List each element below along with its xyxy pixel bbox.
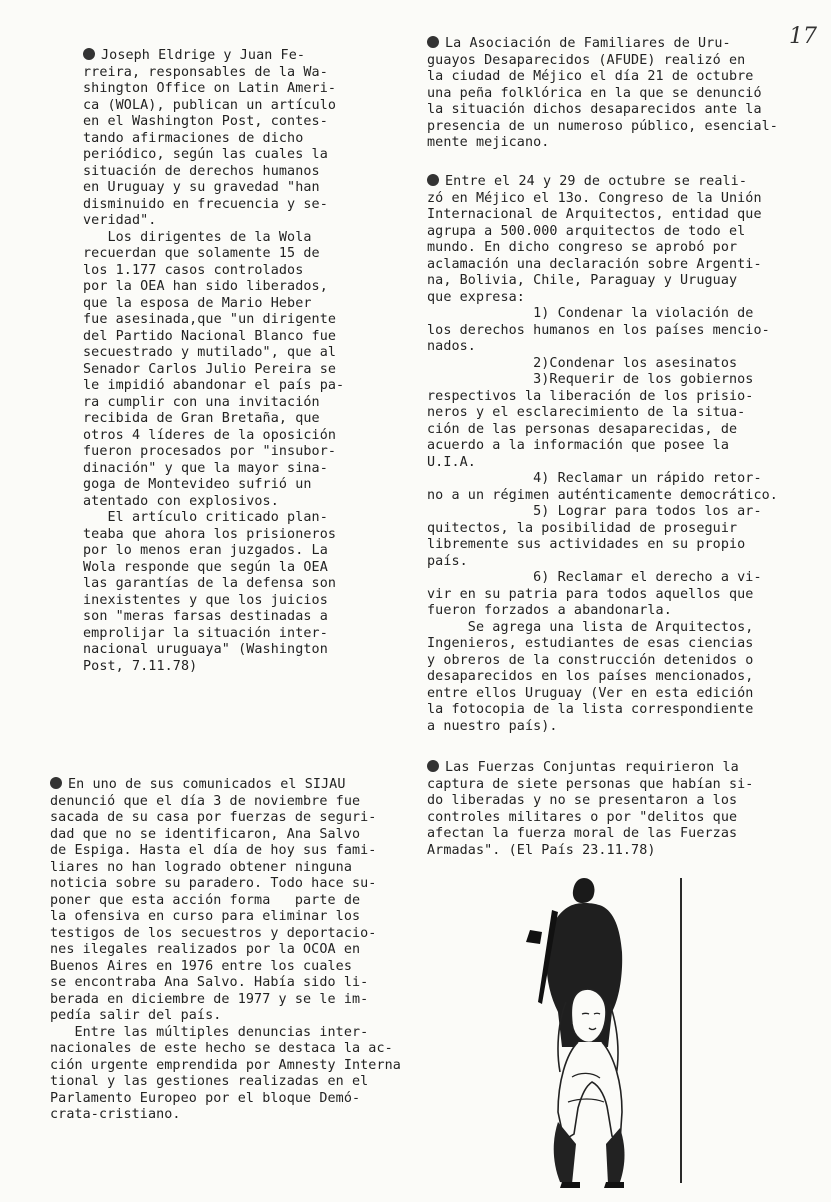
text-line-content: nacional uruguaya" (Washington bbox=[83, 642, 328, 657]
text-line bbox=[83, 378, 383, 395]
text-line bbox=[83, 362, 383, 379]
text-line-content: guayos Desaparecidos (AFUDE) realizó en bbox=[427, 52, 746, 68]
text-line bbox=[427, 793, 797, 810]
text-line-content: nacionales de este hecho se destaca la ac- bbox=[50, 1041, 393, 1056]
text-line-content: dad que no se identificaron, Ana Salvo bbox=[50, 826, 361, 842]
text-line-content: emprolijar la situación inter- bbox=[83, 625, 328, 641]
text-line bbox=[83, 428, 383, 445]
text-line-content: teaba que ahora los prisioneros bbox=[83, 526, 337, 542]
text-line-content: zó en Méjico el 13o. Congreso de la Unión bbox=[427, 190, 762, 206]
text-line-content: captura de siete personas que habían si- bbox=[427, 776, 754, 792]
text-line bbox=[427, 570, 797, 587]
text-line-content: sacada de su casa por fuerzas de seguri- bbox=[50, 810, 377, 825]
text-line bbox=[427, 339, 797, 356]
text-line bbox=[427, 471, 797, 488]
text-line bbox=[83, 593, 383, 610]
text-line bbox=[50, 975, 410, 992]
text-line bbox=[83, 164, 383, 181]
text-line bbox=[427, 53, 797, 70]
text-line-content: una peña folklórica en la que se denunció bbox=[427, 85, 762, 101]
article-afude bbox=[427, 36, 797, 152]
text-line bbox=[50, 794, 410, 811]
text-line bbox=[427, 686, 797, 703]
text-line-content: se encontraba Ana Salvo. Había sido li- bbox=[50, 975, 369, 990]
text-line-content: controles militares o por "delitos que bbox=[427, 809, 738, 825]
text-line bbox=[83, 246, 383, 263]
text-line bbox=[83, 279, 383, 296]
article-sijau bbox=[50, 777, 410, 1124]
text-line-content: Se agrega una lista de Arquitectos, bbox=[427, 619, 754, 635]
text-line-content: ca (WOLA), publican un artículo bbox=[83, 97, 337, 113]
text-line-content: ción urgente emprendida por Amnesty Interna bbox=[50, 1057, 401, 1073]
text-line bbox=[83, 48, 383, 65]
page-number: 17 bbox=[789, 24, 817, 49]
text-line bbox=[50, 1008, 410, 1025]
text-line bbox=[50, 959, 410, 976]
text-line-content: le impidió abandonar el país pa- bbox=[83, 378, 345, 393]
text-line bbox=[427, 719, 797, 736]
text-line bbox=[427, 521, 797, 538]
text-line-content: testigos de los secuestros y deportacio- bbox=[50, 925, 377, 941]
text-line bbox=[83, 81, 383, 98]
text-line bbox=[427, 603, 797, 620]
text-line-content: Entre las múltiples denuncias inter- bbox=[50, 1024, 369, 1040]
text-line-content: berada en diciembre de 1977 y se le im- bbox=[50, 991, 369, 1007]
text-line bbox=[83, 230, 383, 247]
text-line-content: inexistentes y que los juicios bbox=[83, 592, 328, 608]
text-line-content: quitectos, la posibilidad de proseguir bbox=[427, 520, 738, 536]
text-line bbox=[427, 135, 797, 152]
text-line-content: otros 4 líderes de la oposición bbox=[83, 427, 337, 443]
text-line-content: goga de Montevideo sufrió un bbox=[83, 477, 312, 492]
text-line-content: afectan la fuerza moral de las Fuerzas bbox=[427, 826, 738, 841]
text-line-content: Senador Carlos Julio Pereira se bbox=[83, 361, 337, 377]
text-line bbox=[427, 207, 797, 224]
text-line bbox=[83, 213, 383, 230]
text-line-content: entre ellos Uruguay (Ver en esta edición bbox=[427, 685, 754, 701]
text-line bbox=[427, 653, 797, 670]
text-line-content: Buenos Aires en 1976 entre los cuales bbox=[50, 958, 352, 974]
text-line-content: nados. bbox=[427, 339, 476, 354]
text-line-content: shington Office on Latin Ameri- bbox=[83, 81, 337, 96]
text-line bbox=[83, 296, 383, 313]
text-line-content: que expresa: bbox=[427, 289, 525, 305]
text-line bbox=[427, 240, 797, 257]
text-line-content: del Partido Nacional Blanco fue bbox=[83, 328, 337, 344]
text-line-content: ción de las personas desaparecidas, de bbox=[427, 421, 738, 437]
text-line-content: tional y las gestiones realizadas en el bbox=[50, 1074, 369, 1089]
text-line-content: 5) Lograr para todos los ar- bbox=[427, 504, 762, 519]
text-line bbox=[50, 942, 410, 959]
text-line bbox=[83, 527, 383, 544]
text-line-content: nes ilegales realizados por la OCOA en bbox=[50, 942, 361, 957]
text-line bbox=[83, 98, 383, 115]
text-line bbox=[83, 659, 383, 676]
soldier-and-woman-illustration bbox=[522, 872, 642, 1190]
article-fuerzas-conjuntas bbox=[427, 760, 797, 859]
text-line-content: mundo. En dicho congreso se aprobó por bbox=[427, 240, 738, 255]
text-line bbox=[83, 609, 383, 626]
text-line-content: periódico, según las cuales la bbox=[83, 147, 328, 162]
text-line-content: vir en su patria para todos aquellos que bbox=[427, 586, 754, 602]
text-line-content: presencia de un numeroso público, esencial- bbox=[427, 118, 778, 134]
text-line bbox=[427, 102, 797, 119]
text-line-content: son "meras farsas destinadas a bbox=[83, 609, 328, 624]
text-line-content: y obreros de la construcción detenidos o bbox=[427, 652, 754, 668]
text-line-content: libremente sus actividades en su propio bbox=[427, 537, 746, 552]
text-line-content: disminuido en frecuencia y se- bbox=[83, 196, 328, 212]
text-line-content: a nuestro país). bbox=[427, 718, 558, 734]
text-line-content: dinación" y que la mayor sina- bbox=[83, 460, 328, 476]
text-line bbox=[427, 119, 797, 136]
text-line bbox=[427, 86, 797, 103]
text-line bbox=[427, 69, 797, 86]
text-line-content: de Espiga. Hasta el día de hoy sus fami- bbox=[50, 843, 377, 858]
text-line-content: Post, 7.11.78) bbox=[83, 658, 198, 674]
text-line-content: por la OEA han sido liberados, bbox=[83, 279, 328, 294]
text-line bbox=[427, 372, 797, 389]
text-line-content: la ofensiva en curso para eliminar los bbox=[50, 909, 361, 924]
text-line bbox=[427, 488, 797, 505]
text-line bbox=[427, 323, 797, 340]
text-line bbox=[427, 257, 797, 274]
text-line bbox=[83, 65, 383, 82]
text-line bbox=[427, 422, 797, 439]
text-line bbox=[427, 389, 797, 406]
text-line bbox=[427, 760, 797, 777]
text-line-content: Los dirigentes de la Wola bbox=[83, 229, 312, 245]
text-line bbox=[427, 777, 797, 794]
text-line bbox=[427, 356, 797, 373]
text-line bbox=[50, 1041, 410, 1058]
text-line-content: aclamación una declaración sobre Argenti- bbox=[427, 256, 762, 272]
text-line bbox=[83, 345, 383, 362]
text-line bbox=[427, 537, 797, 554]
text-line-content: noticia sobre su paradero. Todo hace su- bbox=[50, 876, 377, 891]
text-line bbox=[427, 587, 797, 604]
article-arquitectos bbox=[427, 174, 797, 735]
text-line bbox=[83, 411, 383, 428]
text-line bbox=[50, 827, 410, 844]
text-line bbox=[427, 810, 797, 827]
text-line-content: 2)Condenar los asesinatos bbox=[427, 355, 738, 371]
text-line-content: do liberadas y no se presentaron a los bbox=[427, 793, 738, 808]
text-line-content: Joseph Eldrige y Juan Fe- bbox=[101, 48, 306, 63]
text-line bbox=[83, 626, 383, 643]
text-line bbox=[83, 642, 383, 659]
text-line bbox=[83, 494, 383, 511]
text-line bbox=[427, 273, 797, 290]
text-line bbox=[50, 992, 410, 1009]
text-line bbox=[50, 909, 410, 926]
filled-circle-icon bbox=[83, 48, 95, 60]
text-line bbox=[427, 191, 797, 208]
text-line-content: recibida de Gran Bretaña, que bbox=[83, 411, 320, 426]
text-line bbox=[427, 669, 797, 686]
text-line-content: denunció que el día 3 de noviembre fue bbox=[50, 793, 361, 809]
text-line-content: agrupa a 500.000 arquitectos de todo el bbox=[427, 223, 746, 239]
text-line bbox=[83, 312, 383, 329]
text-line-content: liares no han logrado obtener ninguna bbox=[50, 859, 352, 875]
text-line bbox=[427, 405, 797, 422]
text-line-content: en el Washington Post, contes- bbox=[83, 114, 328, 129]
text-line-content: la situación dichos desaparecidos ante la bbox=[427, 102, 762, 117]
text-line-content: por lo menos eran juzgados. La bbox=[83, 543, 328, 558]
filled-circle-icon bbox=[427, 36, 439, 48]
text-line-content: 6) Reclamar el derecho a vi- bbox=[427, 570, 762, 585]
text-line-content: veridad". bbox=[83, 213, 157, 228]
text-line-content: en Uruguay y su gravedad "han bbox=[83, 180, 320, 195]
text-line-content: la ciudad de Méjico el día 21 de octubre bbox=[427, 69, 754, 84]
text-line-content: U.I.A. bbox=[427, 454, 476, 470]
text-line-content: poner que esta acción forma parte de bbox=[50, 892, 361, 908]
text-line bbox=[427, 455, 797, 472]
text-line bbox=[50, 860, 410, 877]
text-line-content: secuestrado y mutilado", que al bbox=[83, 345, 337, 360]
text-line-content: El artículo criticado plan- bbox=[83, 510, 328, 525]
text-line-content: que la esposa de Mario Heber bbox=[83, 295, 312, 311]
text-line-content: los derechos humanos en los países mencio- bbox=[427, 322, 770, 338]
text-line bbox=[427, 224, 797, 241]
text-line bbox=[83, 263, 383, 280]
text-line bbox=[50, 876, 410, 893]
text-line-content: país. bbox=[427, 553, 468, 569]
text-line bbox=[83, 543, 383, 560]
text-line bbox=[427, 702, 797, 719]
text-line bbox=[427, 826, 797, 843]
text-line-content: atentado con explosivos. bbox=[83, 493, 279, 509]
text-line-content: Wola responde que según la OEA bbox=[83, 559, 328, 575]
text-line bbox=[83, 461, 383, 478]
text-line-content: respectivos la liberación de los prisio- bbox=[427, 388, 754, 404]
text-line bbox=[427, 36, 797, 53]
text-line-content: desaparecidos en los países mencionados, bbox=[427, 669, 754, 684]
text-line-content: 3)Requerir de los gobiernos bbox=[427, 372, 754, 387]
filled-circle-icon bbox=[50, 777, 62, 789]
text-line bbox=[427, 620, 797, 637]
text-line bbox=[427, 554, 797, 571]
text-line-content: acuerdo a la información que posee la bbox=[427, 438, 729, 453]
text-line bbox=[83, 444, 383, 461]
text-line-content: recuerdan que solamente 15 de bbox=[83, 246, 320, 261]
text-line bbox=[427, 504, 797, 521]
text-line bbox=[50, 1074, 410, 1091]
text-line-content: ra cumplir con una invitación bbox=[83, 394, 320, 410]
text-line bbox=[50, 1058, 410, 1075]
text-line bbox=[50, 1091, 410, 1108]
text-line-content: En uno de sus comunicados el SIJAU bbox=[68, 777, 346, 792]
text-line-content: Entre el 24 y 29 de octubre se reali- bbox=[445, 174, 747, 189]
text-line bbox=[50, 893, 410, 910]
text-line bbox=[50, 810, 410, 827]
text-line-content: crata-cristiano. bbox=[50, 1107, 181, 1122]
text-line-content: Internacional de Arquitectos, entidad que bbox=[427, 207, 762, 222]
text-line bbox=[50, 1025, 410, 1042]
text-line bbox=[83, 180, 383, 197]
text-line-content: Las Fuerzas Conjuntas requirieron la bbox=[445, 760, 739, 775]
text-line bbox=[50, 843, 410, 860]
text-line bbox=[83, 395, 383, 412]
text-line-content: las garantías de la defensa son bbox=[83, 576, 337, 591]
text-line-content: Armadas". (El País 23.11.78) bbox=[427, 842, 656, 858]
text-line-content: 1) Condenar la violación de bbox=[427, 306, 754, 321]
text-line bbox=[83, 510, 383, 527]
text-line bbox=[50, 926, 410, 943]
text-line-content: neros y el esclarecimiento de la situa- bbox=[427, 405, 746, 420]
text-line-content: na, Bolivia, Chile, Paraguay y Uruguay bbox=[427, 273, 738, 288]
filled-circle-icon bbox=[427, 760, 439, 772]
text-line bbox=[427, 306, 797, 323]
text-line bbox=[50, 1107, 410, 1124]
text-line bbox=[427, 438, 797, 455]
text-line-content: los 1.177 casos controlados bbox=[83, 262, 304, 278]
text-line-content: tando afirmaciones de dicho bbox=[83, 130, 304, 146]
text-line bbox=[83, 477, 383, 494]
text-line-content: rreira, responsables de la Wa- bbox=[83, 64, 328, 80]
text-line bbox=[427, 636, 797, 653]
text-line bbox=[50, 777, 410, 794]
text-line bbox=[83, 560, 383, 577]
text-line-content: no a un régimen auténticamente democrático. bbox=[427, 487, 778, 503]
text-line-content: fue asesinada,que "un dirigente bbox=[83, 312, 337, 327]
filled-circle-icon bbox=[427, 174, 439, 186]
text-line-content: 4) Reclamar un rápido retor- bbox=[427, 471, 762, 486]
text-line-content: Parlamento Europeo por el bloque Demó- bbox=[50, 1090, 361, 1106]
text-line bbox=[83, 576, 383, 593]
text-line-content: mente mejicano. bbox=[427, 135, 550, 150]
text-line bbox=[427, 174, 797, 191]
text-line-content: la fotocopia de la lista correspondiente bbox=[427, 702, 754, 717]
article-wola bbox=[83, 48, 383, 675]
text-line bbox=[427, 843, 797, 860]
text-line-content: situación de derechos humanos bbox=[83, 163, 320, 179]
text-line bbox=[83, 197, 383, 214]
text-line bbox=[427, 290, 797, 307]
text-line bbox=[83, 131, 383, 148]
column-divider-line bbox=[680, 878, 682, 1183]
text-line bbox=[83, 114, 383, 131]
text-line-content: La Asociación de Familiares de Uru- bbox=[445, 36, 731, 51]
text-line bbox=[83, 329, 383, 346]
text-line-content: pedía salir del país. bbox=[50, 1008, 222, 1023]
text-line bbox=[83, 147, 383, 164]
text-line-content: fueron forzados a abandonarla. bbox=[427, 603, 672, 618]
text-line-content: Ingenieros, estudiantes de esas ciencias bbox=[427, 636, 754, 651]
text-line-content: fueron procesados por "insubor- bbox=[83, 444, 337, 459]
